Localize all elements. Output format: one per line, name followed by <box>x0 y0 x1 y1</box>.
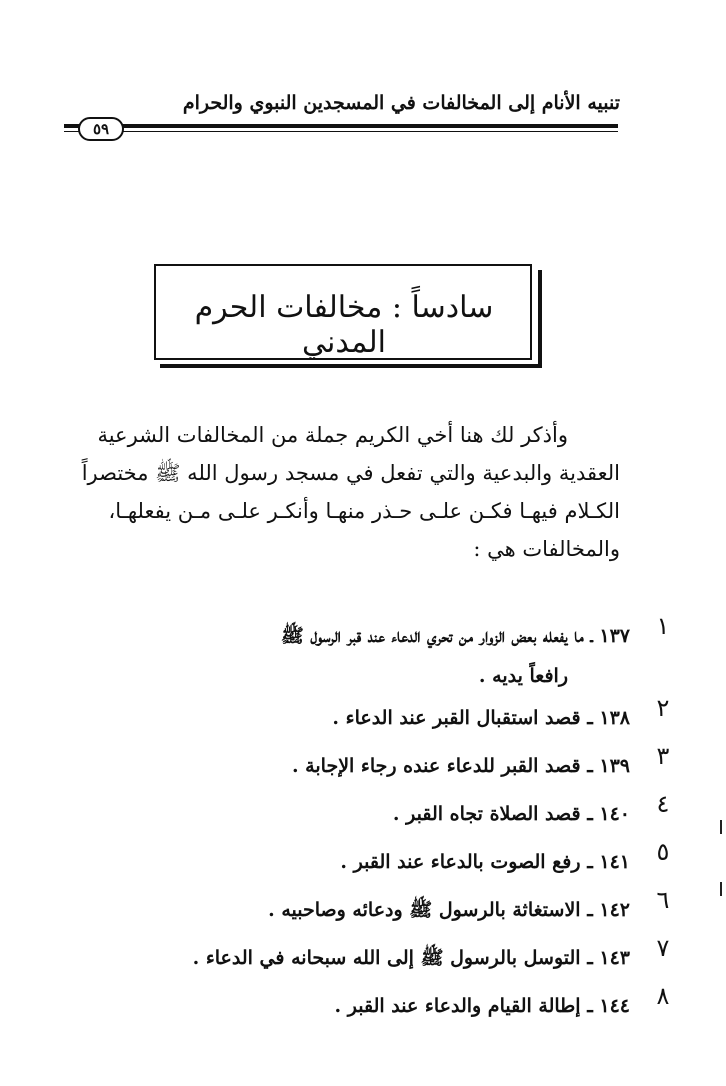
item-text: ما يفعله بعض الزوار من تحري الدعاء عند قبر الرسول ﷺ <box>280 625 584 647</box>
handwritten-number: ٥ <box>656 838 670 866</box>
handwritten-number: ٨ <box>656 982 670 1010</box>
list-item-text <box>70 746 630 786</box>
intro-paragraph <box>60 416 620 568</box>
item-text: الاستغاثة بالرسول ﷺ ودعائه وصاحبيه . <box>268 899 581 921</box>
intro-line: والمخالفات هي : <box>473 537 620 561</box>
list-item-text <box>70 938 630 978</box>
item-number: ١٣٩ ـ <box>587 755 630 777</box>
item-text: قصد الصلاة تجاه القبر . <box>392 803 581 825</box>
item-number: ١٣٨ ـ <box>587 707 630 729</box>
list-item <box>0 982 726 1026</box>
item-text: التوسل بالرسول ﷺ إلى الله سبحانه في الدعاء . <box>192 947 581 969</box>
item-text: إطالة القيام والدعاء عند القبر . <box>334 995 581 1017</box>
handwritten-number: ٧ <box>656 934 670 962</box>
handwritten-number: ٤ <box>656 790 670 818</box>
intro-line: الكـلام فيهـا فكـن علـى حـذر منهـا وأنكـر علـى مـن يفعلهـا، <box>108 499 620 523</box>
handwritten-number: ٦ <box>656 886 670 914</box>
handwritten-number: ٢ <box>656 694 670 722</box>
list-item-text <box>70 794 630 834</box>
running-title: تنبيه الأنام إلى المخالفات في المسجدين النبوي والحرام <box>182 92 620 114</box>
list-item <box>0 838 726 882</box>
list-item <box>0 934 726 978</box>
header-rule <box>64 124 618 128</box>
section-title: سادساً : مخالفات الحرم المدني <box>194 290 494 360</box>
list-item <box>0 742 726 786</box>
intro-line: العقدية والبدعية والتي تفعل في مسجد رسول الله ﷺ مختصراً <box>81 461 620 485</box>
item-number: ١٤٠ ـ <box>587 803 630 825</box>
header-rule-thin <box>64 131 618 132</box>
item-text: قصد القبر للدعاء عنده رجاء الإجابة . <box>291 755 581 777</box>
list-item <box>0 790 726 834</box>
list-item-text <box>70 616 630 696</box>
item-text-continuation: رافعاً يديه . <box>478 665 568 687</box>
list-item <box>0 612 726 687</box>
item-number: ١٤٢ ـ <box>587 899 630 921</box>
page-number: ٥٩ <box>78 117 124 141</box>
list-item-text <box>70 890 630 930</box>
handwritten-number: ٣ <box>656 742 670 770</box>
margin-mark <box>720 820 725 834</box>
list-item-text <box>70 842 630 882</box>
list-item-text <box>70 698 630 738</box>
item-number: ١٤٣ ـ <box>587 947 630 969</box>
list-item-text <box>70 986 630 1026</box>
list-item <box>0 694 726 738</box>
list-item <box>0 886 726 930</box>
item-number: ١٤١ ـ <box>587 851 630 873</box>
margin-mark <box>720 882 725 896</box>
item-text: قصد استقبال القبر عند الدعاء . <box>332 707 581 729</box>
item-number: ١٣٧ ـ <box>590 625 630 647</box>
intro-line: وأذكر لك هنا أخي الكريم جملة من المخالفات الشرعية <box>97 423 568 447</box>
handwritten-number: ١ <box>656 612 670 640</box>
item-number: ١٤٤ ـ <box>587 995 630 1017</box>
item-text: رفع الصوت بالدعاء عند القبر . <box>340 851 581 873</box>
